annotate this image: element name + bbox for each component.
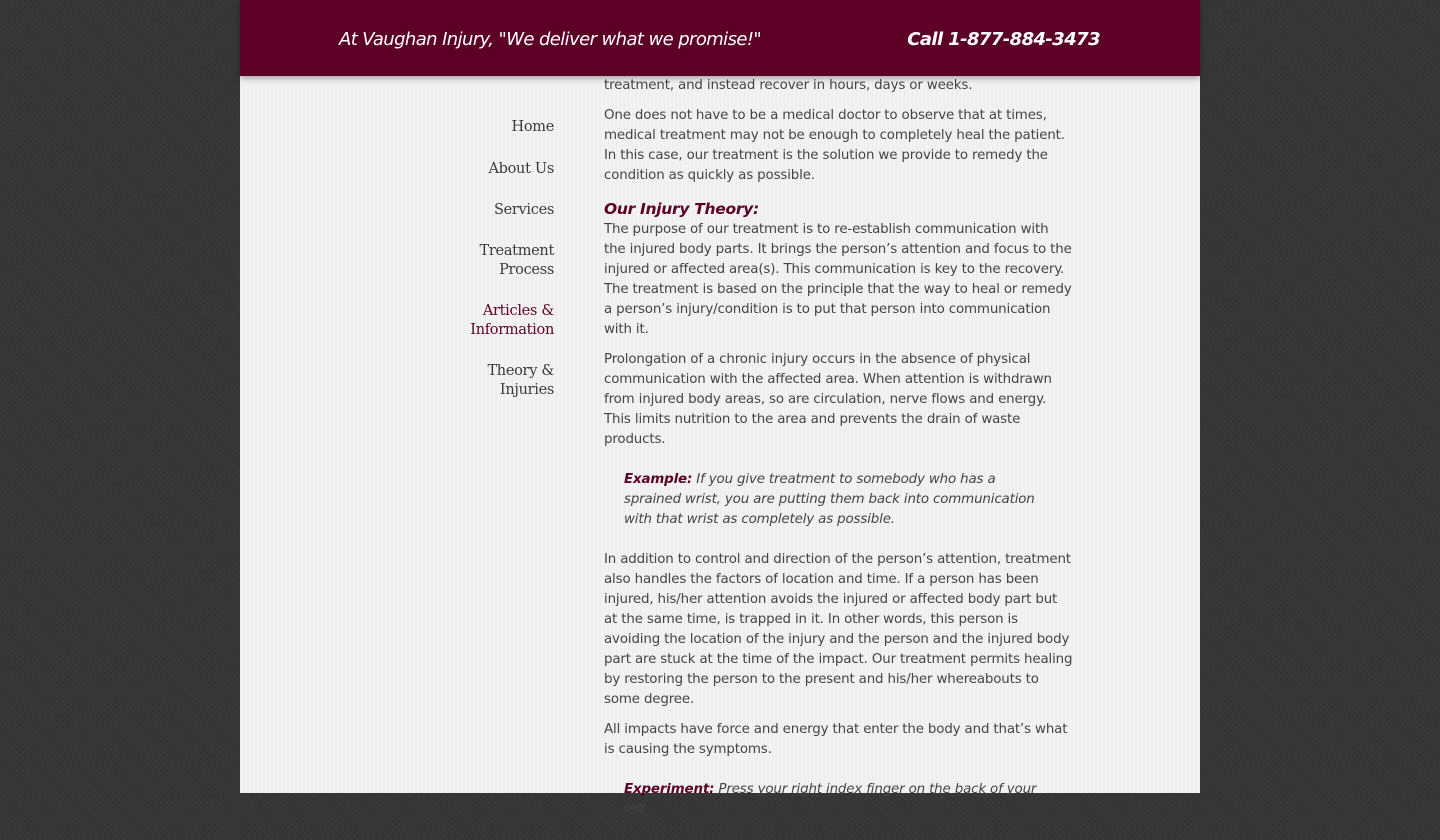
nav-item-label: Services (493, 202, 554, 218)
paragraph-prolongation: Prolongation of a chronic injury occurs in the absence of physical communication with the affected area. When attention is withdrawn from injured body areas, so are circulation, nerve flows and energy. This limits nutrition to the area and prevents the drain of waste products. (604, 352, 1052, 447)
nav-item-services[interactable] (240, 201, 554, 220)
nav-item-articles-information[interactable] (240, 302, 554, 340)
header-phone[interactable]: Call 1-877-884-3473 (907, 29, 1100, 50)
example-block (624, 470, 1044, 530)
paragraph-addition: In addition to control and direction of the person’s attention, treatment also handles the factors of location and time. If a person has been injured, his/her attention avoids the injured or affected body part but at the same time, is trapped in it. In other words, this person is avoiding the location of the injury and the person and the injured body part are stuck at the time of the impact. Our treatment permits healing by restoring the person to the present and his/her whereabouts to some degree. (604, 552, 1073, 707)
nav-item-label: Articles & (482, 303, 554, 319)
header-tagline: At Vaughan Injury, "We deliver what we promise!" (339, 29, 762, 50)
nav-item-theory-injuries[interactable] (240, 362, 554, 400)
paragraph-purpose: The purpose of our treatment is to re-establish communication with the injured body parts. It brings the person’s attention and focus to the injured or affected area(s). This communication is key to the recovery. The treatment is based on the principle that the way to heal or remedy a person’s injury/condition is to put that person into communication with it. (604, 222, 1072, 337)
section-heading-injury-theory: Our Injury Theory: (604, 200, 759, 218)
example-label: Example: (624, 472, 693, 487)
nav-item-label: Information (470, 322, 554, 338)
nav-item-treatment-process[interactable] (240, 242, 554, 280)
nav-item-label: Home (511, 119, 554, 135)
experiment-label: Experiment: (624, 782, 715, 797)
nav-item-label: Injuries (499, 382, 554, 398)
site-header (240, 0, 1200, 76)
nav-item-label: Process (499, 262, 554, 278)
sidebar-nav (240, 118, 554, 400)
paragraph-medical: One does not have to be a medical doctor to observe that at times, medical treatment may not be enough to completely heal the patient. In this case, our treatment is the solution we provide to remedy the condition as quickly as possible. (604, 108, 1065, 183)
nav-item-home[interactable] (240, 118, 554, 137)
article-content (604, 56, 1074, 840)
paragraph-partial: treatment, and instead recover in hours, days or weeks. (604, 78, 973, 93)
experiment-block (624, 780, 1044, 820)
example-text: If you give treatment to somebody who has a sprained wrist, you are putting them back into communication with that wrist as completely as possible. (624, 472, 1035, 527)
nav-item-label: Treatment (479, 243, 554, 259)
nav-item-label: Theory & (487, 363, 554, 379)
nav-item-label: About Us (488, 161, 554, 177)
experiment-text: Press your right index finger on the back of your left (624, 782, 1037, 817)
nav-item-about-us[interactable] (240, 160, 554, 179)
paragraph-impacts: All impacts have force and energy that enter the body and that’s what is causing the symptoms. (604, 722, 1068, 757)
